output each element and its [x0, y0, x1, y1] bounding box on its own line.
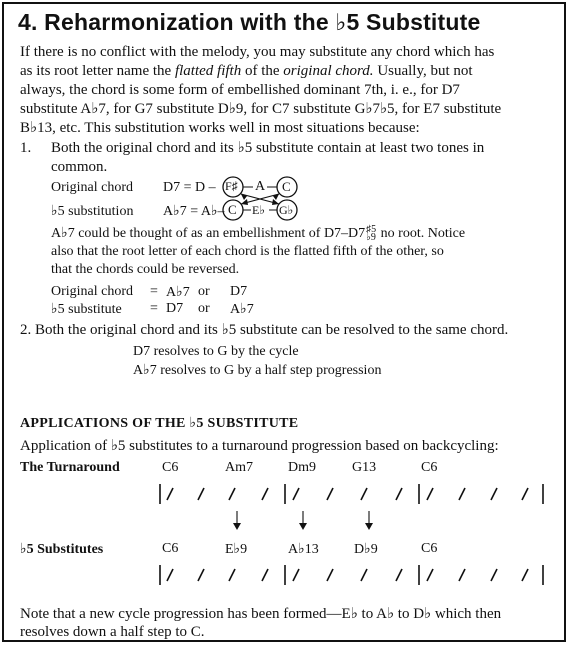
- reverse-row-1-equals: =: [150, 284, 158, 299]
- note-line-2: resolves down a half step to C.: [20, 624, 205, 640]
- turnaround-label: The Turnaround: [20, 460, 120, 475]
- resolution-2: A♭7 resolves to G by a half step progression: [133, 363, 382, 378]
- applications-heading: APPLICATIONS OF THE ♭5 SUBSTITUTE: [20, 416, 299, 431]
- original-chord-label: Original chord: [51, 180, 134, 195]
- turnaround-chord: C6: [162, 460, 179, 475]
- embellishment-line-3: that the chords could be reversed.: [51, 262, 240, 277]
- reverse-row-1-or: or: [198, 284, 210, 299]
- reverse-row-1-chord-a: A♭7: [166, 285, 190, 300]
- substitute-chord: C6: [162, 541, 179, 556]
- reverse-row-2-equals: =: [150, 301, 158, 316]
- original-chord-spelling: D7 = D –: [163, 180, 216, 195]
- reverse-row-2-chord-a: D7: [166, 301, 184, 316]
- down-arrow-icon: [365, 523, 373, 530]
- down-arrow-icon: [299, 523, 307, 530]
- intro-line-5: B♭13, etc. This substitution works well in most situations because:: [20, 120, 420, 136]
- section-title: 4. Reharmonization with the ♭5 Substitute: [18, 9, 481, 35]
- intro-line-2: as its root letter name the flatted fifth of the original chord. Usually, but not: [20, 63, 473, 79]
- resolution-1: D7 resolves to G by the cycle: [133, 344, 299, 359]
- reverse-row-1-label: Original chord: [51, 284, 134, 299]
- reverse-row-1-chord-b: D7: [230, 284, 248, 299]
- embellishment-line-2: also that the root letter of each chord is the flatted fifth of the other, so: [51, 244, 444, 259]
- turnaround-staff: [160, 484, 543, 504]
- note-c-top: C: [282, 179, 291, 194]
- intro-line-1: If there is no conflict with the melody, you may substitute any chord which has: [20, 44, 495, 60]
- reverse-row-2-label: ♭5 substitute: [51, 302, 122, 317]
- note-g-flat: G♭: [279, 203, 294, 217]
- point-1-line-1: Both the original chord and its ♭5 substitute contain at least two tones in: [51, 140, 485, 156]
- intro-line-4: substitute A♭7, for G7 substitute D♭9, for C7 substitute G♭7♭5, for E7 substitute: [20, 101, 502, 117]
- reverse-row-2-chord-b: A♭7: [230, 302, 254, 317]
- substitutes-staff: [160, 565, 543, 585]
- substitution-spelling: A♭7 = A♭–: [163, 204, 225, 219]
- note-c-bottom: C: [228, 202, 237, 217]
- embellishment-line-1: A♭7 could be thought of as an embellishment of D7–D7 ♯5 ♭9 no root. Notice: [51, 223, 466, 243]
- down-arrow-icon: [233, 523, 241, 530]
- substitutes-label: ♭5 Substitutes: [20, 542, 104, 557]
- turnaround-chord: C6: [421, 460, 438, 475]
- turnaround-chord: G13: [352, 460, 377, 475]
- substitute-chord: C6: [421, 541, 438, 556]
- turnaround-chord: Dm9: [288, 460, 316, 475]
- turnaround-chord: Am7: [225, 460, 253, 475]
- applications-description: Application of ♭5 substitutes to a turnaround progression based on backcycling:: [20, 438, 499, 454]
- substitute-chord: A♭13: [288, 542, 319, 557]
- note-e-flat: E♭: [252, 203, 265, 217]
- intro-line-3: always, the chord is some form of embellished dominant 7th, i. e., for D7: [20, 82, 460, 98]
- note-a: A: [255, 179, 266, 194]
- point-1-number: 1.: [20, 140, 32, 156]
- note-line-1: Note that a new cycle progression has been formed—E♭ to A♭ to D♭ which then: [20, 606, 502, 622]
- reverse-row-2-or: or: [198, 301, 210, 316]
- substitute-chord: E♭9: [225, 542, 248, 557]
- substitution-label: ♭5 substitution: [51, 204, 134, 219]
- substitute-chord: D♭9: [354, 542, 378, 557]
- point-1-line-2: common.: [51, 159, 108, 175]
- point-2-line: 2. Both the original chord and its ♭5 substitute can be resolved to the same chord.: [20, 322, 509, 338]
- note-f-sharp: F♯: [225, 179, 238, 193]
